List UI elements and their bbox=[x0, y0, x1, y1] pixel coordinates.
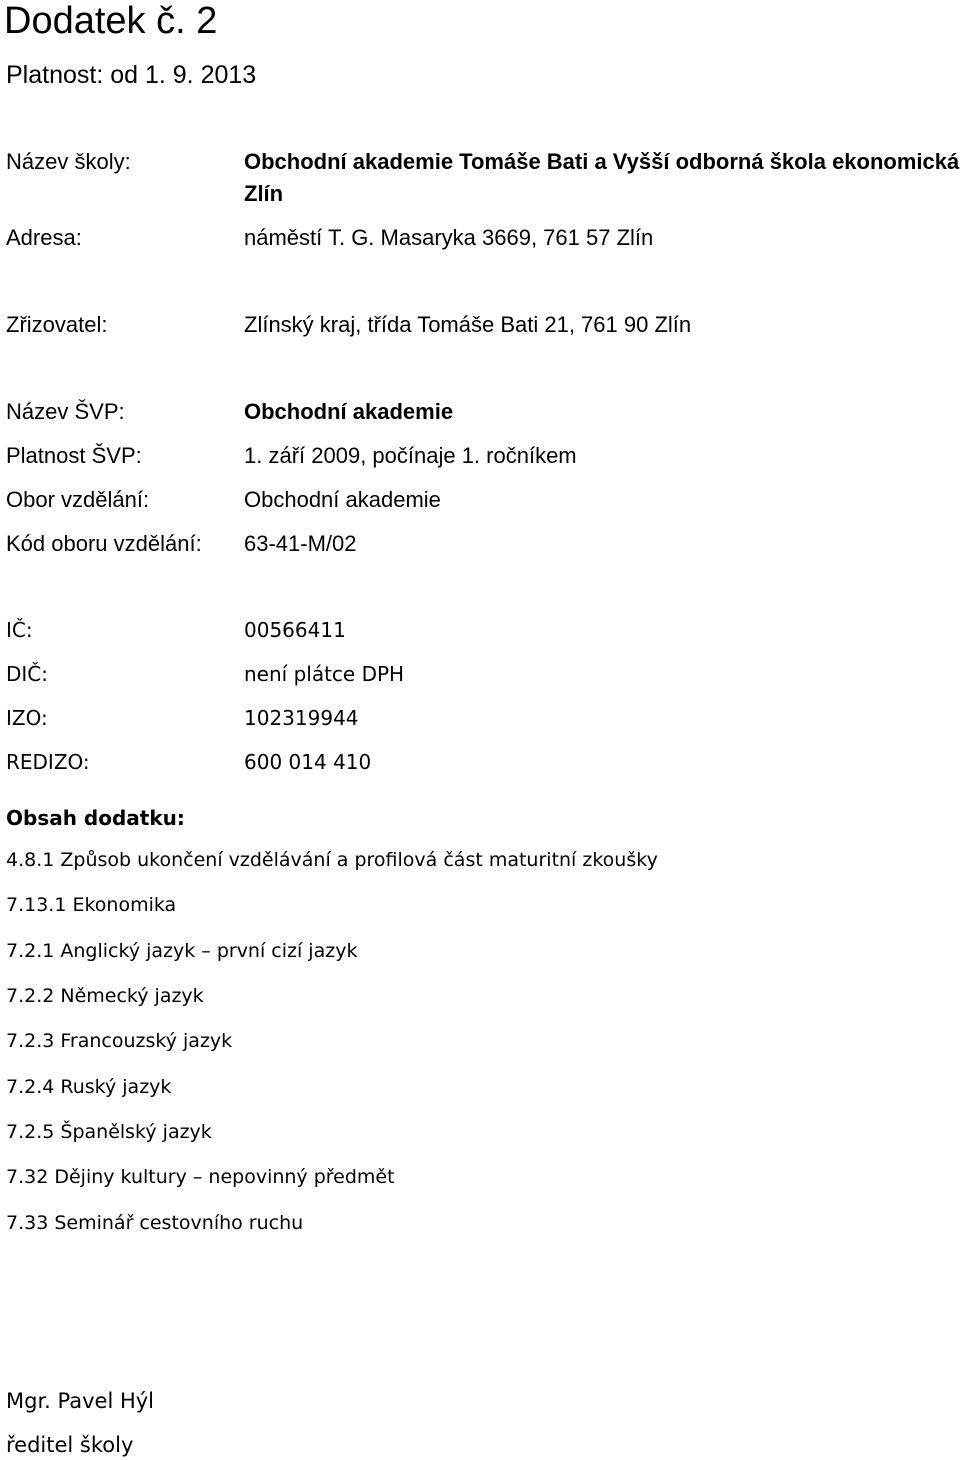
contents-item: 7.32 Dějiny kultury – nepovinný předmět bbox=[6, 1166, 395, 1188]
ic-label: IČ: bbox=[6, 618, 33, 642]
svp-validity-value: 1. září 2009, počínaje 1. ročníkem bbox=[244, 443, 577, 468]
document-title: Dodatek č. 2 bbox=[4, 0, 218, 42]
ic-value: 00566411 bbox=[244, 618, 346, 642]
field-value: Obchodní akademie bbox=[244, 487, 441, 512]
redizo-value: 600 014 410 bbox=[244, 750, 372, 774]
validity-line: Platnost: od 1. 9. 2013 bbox=[6, 61, 257, 89]
school-name-value: Obchodní akademie Tomáše Bati a Vyšší odborná škola ekonomická Zlín bbox=[244, 149, 960, 206]
founder-value: Zlínský kraj, třída Tomáše Bati 21, 761 90 Zlín bbox=[244, 312, 692, 337]
school-name-label: Název školy: bbox=[6, 149, 131, 174]
address-label: Adresa: bbox=[6, 225, 82, 250]
svp-name-label: Název ŠVP: bbox=[6, 399, 125, 424]
signatory-role: ředitel školy bbox=[6, 1433, 134, 1457]
dic-value: není plátce DPH bbox=[244, 662, 405, 686]
svp-validity-label: Platnost ŠVP: bbox=[6, 443, 142, 468]
field-code-label: Kód oboru vzdělání: bbox=[6, 531, 202, 556]
svp-name-value: Obchodní akademie bbox=[244, 399, 454, 424]
field-code-value: 63-41-M/02 bbox=[244, 531, 357, 556]
contents-item: 7.2.5 Španělský jazyk bbox=[6, 1121, 212, 1143]
address-value: náměstí T. G. Masaryka 3669, 761 57 Zlín bbox=[244, 225, 654, 250]
contents-item: 7.33 Seminář cestovního ruchu bbox=[6, 1212, 304, 1234]
contents-item: 7.2.1 Anglický jazyk – první cizí jazyk bbox=[6, 940, 358, 962]
izo-label: IZO: bbox=[6, 706, 48, 730]
contents-heading: Obsah dodatku: bbox=[6, 806, 185, 830]
redizo-label: REDIZO: bbox=[6, 750, 90, 774]
dic-label: DIČ: bbox=[6, 662, 49, 686]
contents-item: 7.2.2 Německý jazyk bbox=[6, 985, 204, 1007]
field-label: Obor vzdělání: bbox=[6, 487, 150, 512]
contents-item: 7.2.4 Ruský jazyk bbox=[6, 1076, 172, 1098]
contents-item: 7.13.1 Ekonomika bbox=[6, 894, 177, 916]
contents-item: 4.8.1 Způsob ukončení vzdělávání a profilová část maturitní zkoušky bbox=[6, 849, 658, 871]
contents-item: 7.2.3 Francouzský jazyk bbox=[6, 1030, 233, 1052]
founder-label: Zřizovatel: bbox=[6, 312, 108, 337]
signatory-name: Mgr. Pavel Hýl bbox=[6, 1389, 155, 1413]
izo-value: 102319944 bbox=[244, 706, 359, 730]
